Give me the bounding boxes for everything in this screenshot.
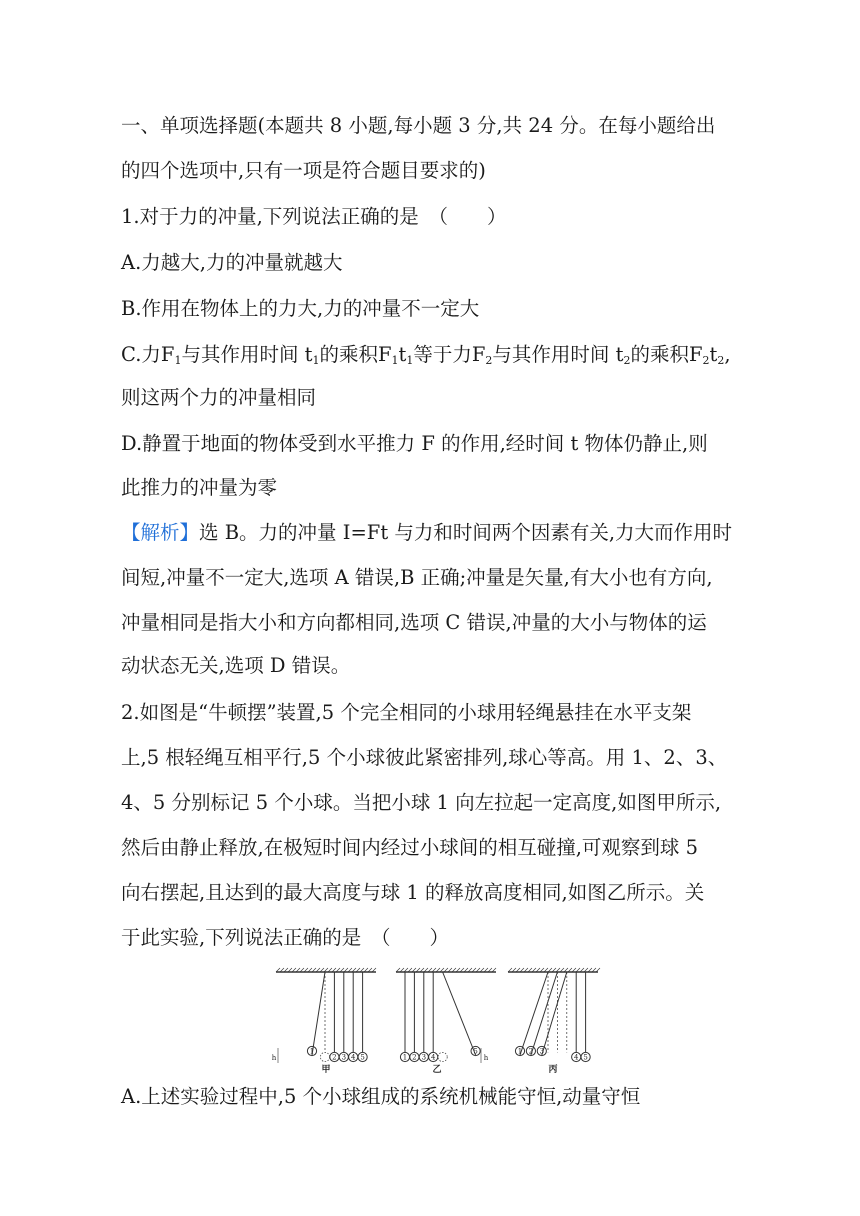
analysis-line: 间短,冲量不一定大,选项 A 错误,B 正确;冲量是矢量,有大小也有方向, bbox=[121, 566, 713, 589]
analysis: 【解析】选 B。力的冲量 I=Ft 与力和时间两个因素有关,力大而作用时 bbox=[121, 521, 733, 544]
question-stem: 2.如图是“牛顿摆”装置,5 个完全相同的小球用轻绳悬挂在水平支架 bbox=[121, 701, 692, 724]
analysis-line: 冲量相同是指大小和方向都相同,选项 C 错误,冲量的大小与物体的运 bbox=[121, 611, 707, 634]
section-header-line: 的四个选项中,只有一项是符合题目要求的) bbox=[121, 159, 486, 182]
ball-label: 4 bbox=[573, 1053, 579, 1062]
ball-label: 4 bbox=[350, 1053, 356, 1062]
ball-label: 2 bbox=[412, 1053, 417, 1062]
string bbox=[443, 972, 476, 1055]
ball-outline bbox=[320, 1052, 329, 1061]
analysis-line: 动状态无关,选项 D 错误。 bbox=[121, 654, 351, 677]
ball-label: 1 bbox=[402, 1053, 408, 1062]
option-d-cont: 此推力的冲量为零 bbox=[121, 476, 278, 499]
caption-yi: 乙 bbox=[432, 1065, 442, 1075]
ball-label: 1 bbox=[517, 1047, 523, 1056]
ball-label: 2 bbox=[528, 1047, 534, 1056]
ball-label: 2 bbox=[332, 1053, 337, 1062]
ball-label: 3 bbox=[539, 1047, 545, 1056]
question-stem-line: 然后由静止释放,在极短时间内经过小球间的相互碰撞,可观察到球 5 bbox=[121, 836, 699, 859]
question-stem-line: 4、5 分别标记 5 个小球。当把小球 1 向左拉起一定高度,如图甲所示, bbox=[121, 791, 722, 814]
ball-label: 3 bbox=[341, 1053, 347, 1062]
ball-label: 1 bbox=[309, 1047, 315, 1056]
option-a: A.力越大,力的冲量就越大 bbox=[121, 251, 343, 274]
option-a: A.上述实验过程中,5 个小球组成的系统机械能守恒,动量守恒 bbox=[121, 1085, 641, 1108]
h-label: h bbox=[271, 1054, 277, 1062]
caption-jia: 甲 bbox=[321, 1065, 331, 1075]
ball-label: 5 bbox=[360, 1053, 365, 1062]
ball-label: 4 bbox=[430, 1053, 436, 1062]
question-stem-line: 于此实验,下列说法正确的是 （ ） bbox=[121, 926, 449, 949]
ball-label: 5 bbox=[583, 1053, 588, 1062]
string bbox=[309, 972, 325, 1056]
caption-bing: 丙 bbox=[548, 1065, 558, 1075]
ball-label: 5 bbox=[473, 1047, 478, 1056]
string bbox=[539, 972, 567, 1056]
option-d: D.静置于地面的物体受到水平推力 F 的作用,经时间 t 物体仍静止,则 bbox=[121, 432, 708, 455]
option-b: B.作用在物体上的力大,力的冲量不一定大 bbox=[121, 297, 480, 320]
question-stem-line: 向右摆起,且达到的最大高度与球 1 的释放高度相同,如图乙所示。关 bbox=[121, 881, 705, 904]
h-label: h bbox=[483, 1054, 489, 1062]
section-header-line: 一、单项选择题(本题共 8 小题,每小题 3 分,共 24 分。在每小题给出 bbox=[121, 114, 716, 137]
question-stem-line: 上,5 根轻绳互相平行,5 个小球彼此紧密排列,球心等高。用 1、2、3、 bbox=[121, 746, 728, 769]
option-c-cont: 则这两个力的冲量相同 bbox=[121, 386, 317, 409]
newton-cradle-figure bbox=[271, 968, 648, 1075]
question-stem: 1.对于力的冲量,下列说法正确的是 （ ） bbox=[121, 205, 507, 228]
ball-label: 3 bbox=[421, 1053, 427, 1062]
option-c: C.力$F_1$与其作用时间 $t_1$的乘积$F_1t_1$等于力$F_2$与其作用时间 $t_2$的乘积$F_2t_2$, bbox=[121, 343, 731, 367]
analysis-tag: 【解析】 bbox=[121, 521, 200, 544]
ball-outline bbox=[438, 1052, 447, 1061]
